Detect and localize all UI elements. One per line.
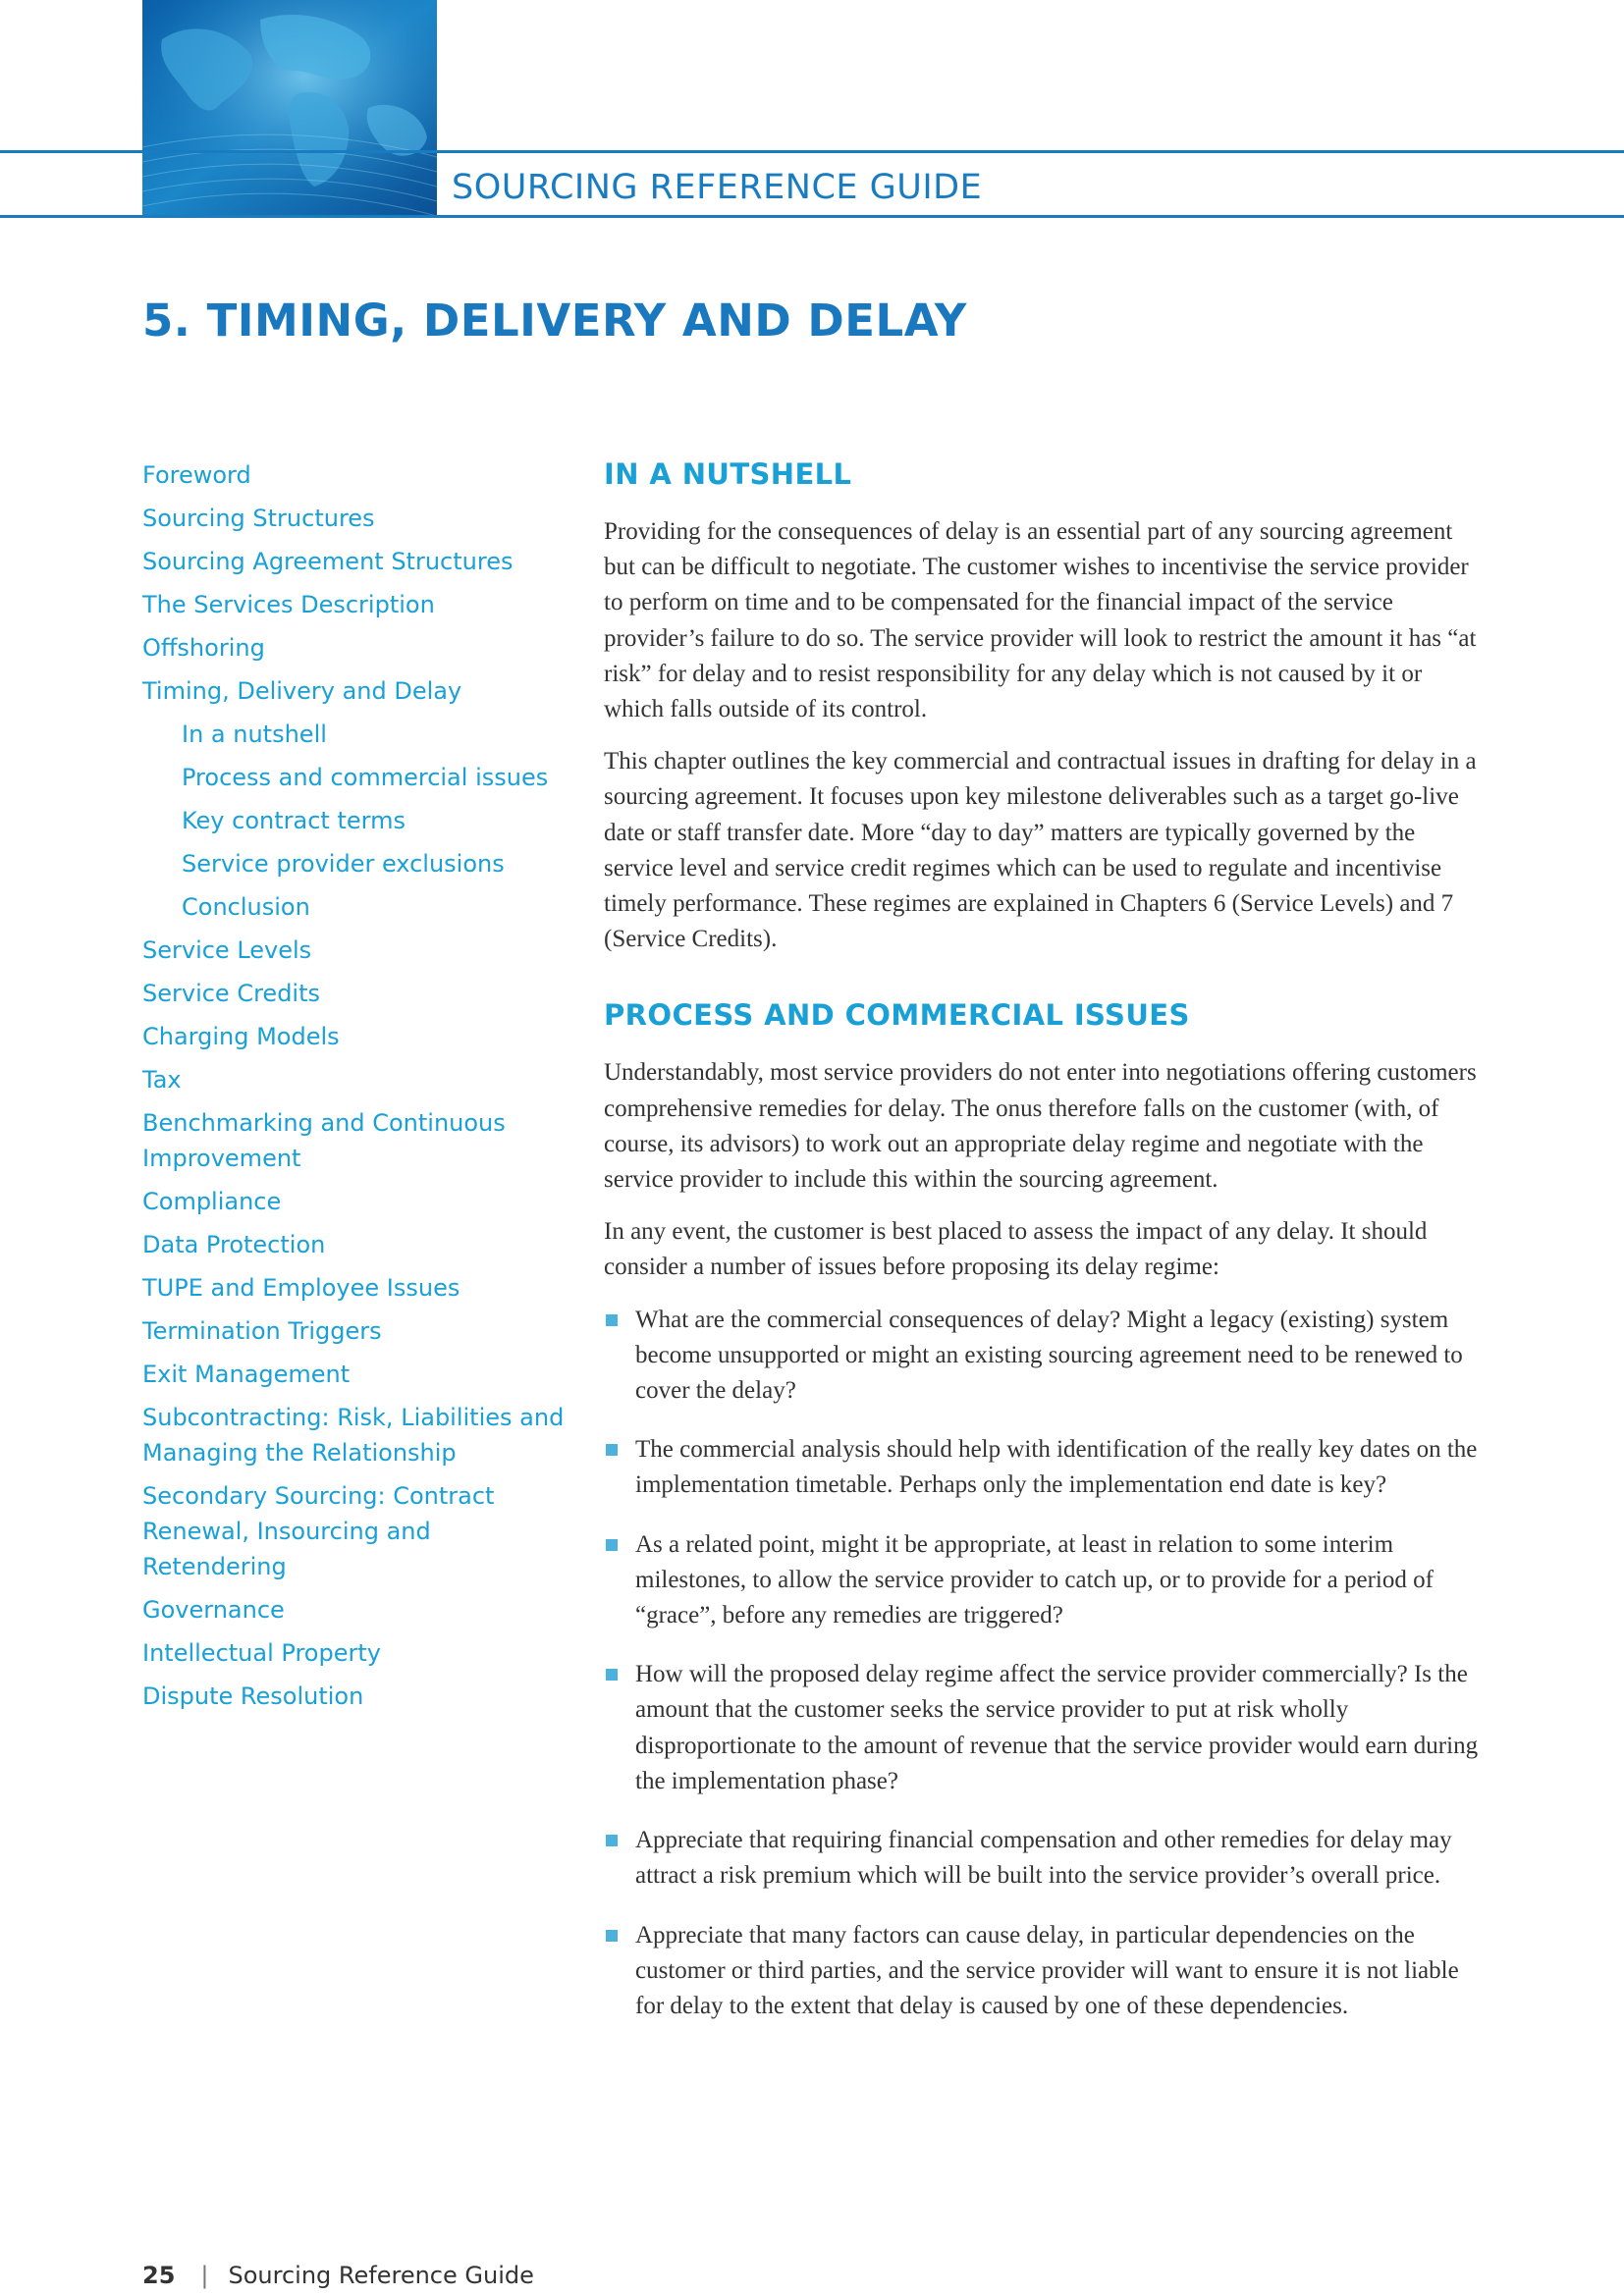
bullet-item xyxy=(604,1303,1488,1410)
main-content xyxy=(604,455,1488,2048)
toc-link[interactable]: Termination Triggers xyxy=(142,1317,382,1345)
toc-link[interactable]: Compliance xyxy=(142,1188,282,1215)
square-bullet-icon xyxy=(606,1669,618,1681)
header-rule-top xyxy=(0,150,1624,153)
page-number: 25 xyxy=(142,2262,176,2289)
nutshell-paragraph: Providing for the consequences of delay is an essential part of any sourcing agreement but can be difficult to negotiate. The customer wishes to incentivise the service provider to perform on time and to be compensated for the financial impact of the service provider’s failure to do so. The service provider will look to restrict the amount it has “at risk” for delay and to resist responsibility for any delay which is not caused by it or which falls outside of its control. xyxy=(604,518,1477,723)
toc-link[interactable]: The Services Description xyxy=(142,591,435,618)
nutshell-paragraph: This chapter outlines the key commercial and contractual issues in drafting for delay in a sourcing agreement. It focuses upon key milestone deliverables such as a target go-live date or staff transfer date. More “day to day” matters are typically governed by the service level and service credit regimes which can be used to regulate and incentivise timely performance. These regimes are explained in Chapters 6 (Service Levels) and 7 (Service Credits). xyxy=(604,748,1477,953)
toc-link[interactable]: TUPE and Employee Issues xyxy=(142,1274,460,1302)
toc-link[interactable]: Service Levels xyxy=(142,936,312,964)
bullet-text: What are the commercial consequences of delay? Might a legacy (existing) system become unsupported or might an existing sourcing agreement need to be renewed to cover the delay? xyxy=(635,1306,1463,1405)
square-bullet-icon xyxy=(606,1314,618,1326)
bullet-item xyxy=(604,1527,1488,1634)
square-bullet-icon xyxy=(606,1930,618,1942)
toc-link[interactable]: Charging Models xyxy=(142,1023,340,1050)
bullet-text: How will the proposed delay regime affect the service provider commercially? Is the amount that the customer seeks the service provider to put at risk wholly disproportionate to the amount of revenue that the service provider would earn during the implementation phase? xyxy=(635,1661,1479,1794)
toc-link[interactable]: Service provider exclusions xyxy=(182,850,505,878)
square-bullet-icon xyxy=(606,1835,618,1846)
header-title: SOURCING REFERENCE GUIDE xyxy=(452,168,983,207)
bullet-text: Appreciate that requiring financial compensation and other remedies for delay may attract a risk premium which will be built into the service provider’s overall price. xyxy=(635,1827,1452,1890)
toc-link[interactable]: Foreword xyxy=(142,461,251,489)
footer-label: Sourcing Reference Guide xyxy=(228,2262,534,2289)
toc-link[interactable]: Benchmarking and Continuous Improvement xyxy=(142,1109,506,1172)
toc-link[interactable]: Dispute Resolution xyxy=(142,1682,364,1710)
bullet-text: Appreciate that many factors can cause delay, in particular dependencies on the customer or third parties, and the service provider will want to ensure it is not liable for delay to the extent that delay is caused by one of these dependencies. xyxy=(635,1921,1459,2019)
toc-link[interactable]: Sourcing Agreement Structures xyxy=(142,548,514,575)
toc-link[interactable]: Conclusion xyxy=(182,893,310,921)
bullet-text: The commercial analysis should help with identification of the really key dates on the implementation timetable. Perhaps only the implementation end date is key? xyxy=(635,1436,1478,1499)
bullet-text: As a related point, might it be appropriate, at least in relation to some interim milestones, to allow the service provider to catch up, or to provide for a period of “grace”, before any remedies are triggered? xyxy=(635,1530,1434,1629)
toc-link[interactable]: Data Protection xyxy=(142,1231,326,1258)
process-paragraph: In any event, the customer is best placed to assess the impact of any delay. It should consider a number of issues before proposing its delay regime: xyxy=(604,1218,1428,1281)
toc-link[interactable]: Intellectual Property xyxy=(142,1639,381,1667)
toc-link[interactable]: In a nutshell xyxy=(182,721,327,748)
bullet-item xyxy=(604,1432,1488,1503)
toc-link[interactable]: Timing, Delivery and Delay xyxy=(142,677,462,705)
toc-link[interactable]: Subcontracting: Risk, Liabilities and Managing the Relationship xyxy=(142,1404,565,1467)
toc-sidebar xyxy=(142,457,574,1722)
header-globe-image xyxy=(142,0,437,218)
process-paragraph: Understandably, most service providers do not enter into negotiations offering customers comprehensive remedies for delay. The onus therefore falls on the customer (with, of course, its advisors) to work out an appropriate delay regime and negotiate with the service provider to include this within the sourcing agreement. xyxy=(604,1059,1477,1194)
nutshell-heading: IN A NUTSHELL xyxy=(604,457,852,491)
bullet-item xyxy=(604,1918,1488,2025)
toc-link[interactable]: Key contract terms xyxy=(182,807,406,834)
process-heading: PROCESS AND COMMERCIAL ISSUES xyxy=(604,998,1190,1033)
square-bullet-icon xyxy=(606,1539,618,1551)
issues-bullet-list xyxy=(604,1303,1488,2024)
square-bullet-icon xyxy=(606,1444,618,1456)
page-footer xyxy=(142,2258,534,2293)
toc-link[interactable]: Tax xyxy=(142,1066,182,1094)
toc-link[interactable]: Sourcing Structures xyxy=(142,505,375,532)
toc-link[interactable]: Process and commercial issues xyxy=(182,764,549,791)
header-rule-bottom xyxy=(0,215,1624,218)
footer-separator: | xyxy=(200,2262,209,2289)
bullet-item xyxy=(604,1657,1488,1799)
bullet-item xyxy=(604,1823,1488,1894)
toc-link[interactable]: Exit Management xyxy=(142,1361,351,1388)
chapter-title: 5. TIMING, DELIVERY AND DELAY xyxy=(142,294,967,347)
toc-link[interactable]: Secondary Sourcing: Contract Renewal, Insourcing and Retendering xyxy=(142,1482,495,1580)
toc-link[interactable]: Offshoring xyxy=(142,634,265,662)
toc-link[interactable]: Service Credits xyxy=(142,980,321,1007)
toc-link[interactable]: Governance xyxy=(142,1596,285,1624)
